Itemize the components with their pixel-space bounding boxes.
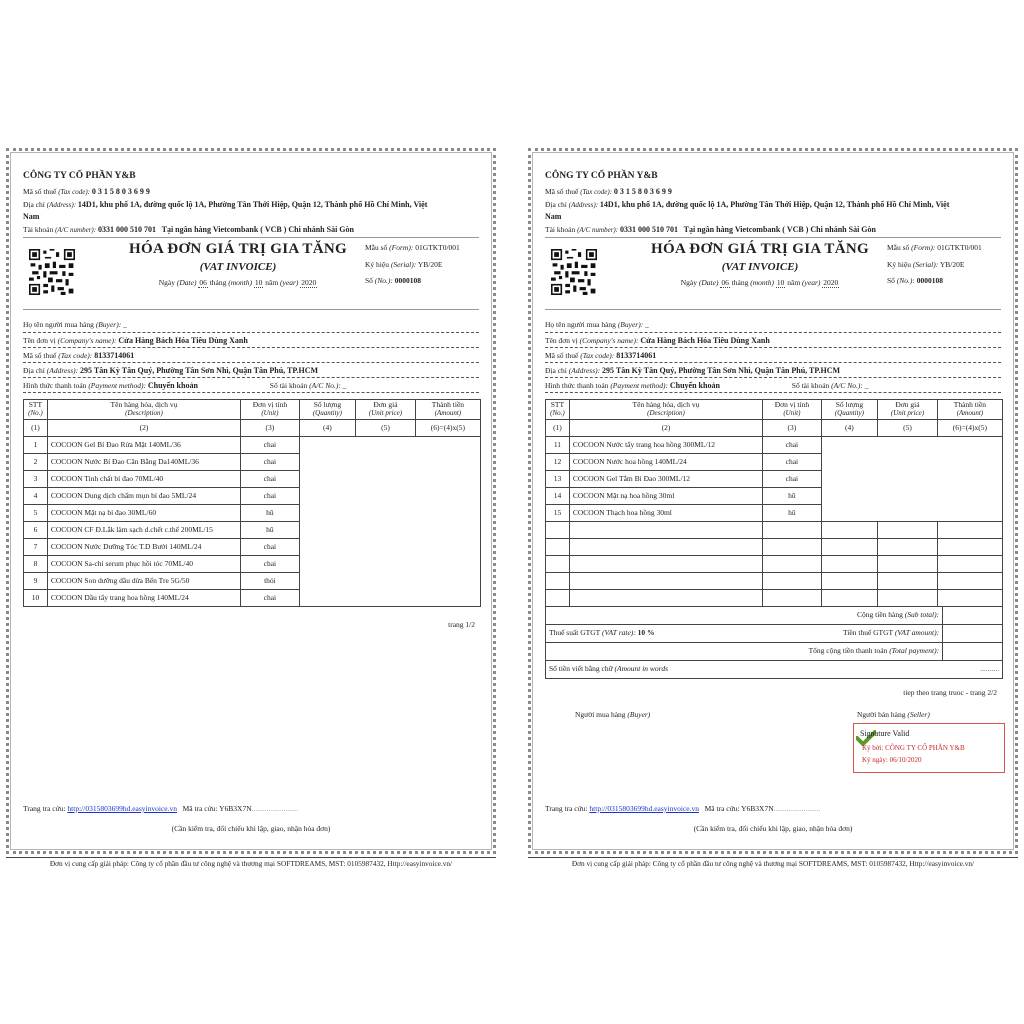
lookup-link[interactable]: http://0315803699hd.easyinvoice.vn (589, 804, 699, 813)
items-table (23, 399, 481, 607)
invoice-page-2: CÔNG TY CỔ PHẦN Y&B Mã số thuế (Tax code): 0 3 1 5 8 0 3 6 9 9 Địa chỉ (Address): 14D1, khu phố 1A, đường quốc lộ 1A, Phường Tân Thới Hiệp, Quận 12, Thành phố Hồ Chí Minh, Việt Nam Tài khoản (A/C number): 0331 000 510 701 Tại ngân hàng Vietcombank ( VCB ) Chi nhánh Sài Gòn HÓA ĐƠN GIÁ TRỊ GIA TĂNG (VAT INVOICE) Ngày (Date) 06 tháng (month) 10 năm (year) 2020 Mẫu số (Form): 01GTKT0/001 Ký hiệu (Serial): YB/20E Số (No.): 0000108 Họ tên người mua hàng (Buyer): _ Tên đơn vị (Company's name): Cửa Hàng Bách Hóa Tiêu Dùng Xanh Mã số thuế (Tax code): 8133714061 Địa chỉ (Address): 295 Tân Kỳ Tân Quý, Phường Tân Sơn Nhì, Quận Tân Phú, TP.HCM Hình thức thanh toán (Payment method): Chuyển khoản Số tài khoản (A/C No.): _ STT (No.) Tên hàng hóa, dịch vụ (Description) Đơn vị tính (Unit) Số lượng (Quantity) Đơn giá (Unit price) Thành tiền (Amount) (1) (2) (3) (4) (5) (6)=(4)x(5) 11 COCOON Nước tẩy trang hoa hồng 300ML/12 chai 12 COCOON Nước hoa hồng 140ML/24 chai 13 COCOON Gel Tắm Bí Đao 300ML/12 chai 14 COCOON Mặt nạ hoa hồng 30ml hũ 15 COCOON Thạch hoa hồng 30ml hũ Cộng tiền hàng (Sub total): Thuế suất GTGT (VAT rate): 10 % Tiền thuế GTGT (VAT amount): Tổng cộng tiền thanh toán (Total payment): Số tiền viết bằng chữ (Amount in words .......... tiep theo trang truoc - trang 2/2 Người mua hàng (Buyer) Người bán hàng (Seller) Signature Valid Ký bởi: CÔNG TY CỔ PHẦN Y&B Ký ngày: 06/10/2020 Trang tra cứu: http://0315803699hd.easyinvoice.vn Mã tra cứu: Y6B3X7N......................... (Cần kiểm tra, đối chiếu khi lập, giao, nhận hóa đơn) (528, 148, 1018, 854)
seller-account: Tài khoản (A/C number): 0331 000 510 701 Tại ngân hàng Vietcombank ( VCB ) Chi nhánh Sài Gòn (23, 225, 354, 234)
total-value (943, 643, 1003, 661)
item-description: COCOON CF Đ.Lắk làm sạch d.chết c.thể 200ML/15 (47, 521, 240, 538)
amount-cells-blank (821, 436, 1002, 521)
signed-date: Ký ngày: 06/10/2020 (862, 756, 922, 764)
provider-note: Đơn vị cung cấp giải pháp: Công ty cổ phần đầu tư công nghệ và thương mại SOFTDREAMS, MST: 0105987432, Http://easyinvoice.vn/ (528, 857, 1018, 868)
vat-amount-value (943, 625, 1003, 643)
item-number: 10 (24, 589, 48, 606)
buyer-name-field: Họ tên người mua hàng (Buyer): _ (23, 321, 479, 333)
buyer-company-field: Tên đơn vị (Company's name): Cửa Hàng Bách Hóa Tiêu Dùng Xanh (23, 336, 479, 348)
buyer-address-field: Địa chỉ (Address): 295 Tân Kỳ Tân Quý, Phường Tân Sơn Nhì, Quận Tân Phú, TP.HCM (23, 366, 479, 378)
divider (23, 237, 479, 238)
item-unit: chai (763, 453, 822, 470)
empty-row (546, 538, 1003, 555)
divider (545, 237, 1001, 238)
item-number: 14 (546, 487, 570, 504)
invoice-date: Ngày (Date) 06 tháng (month) 10 năm (year) 2020 (158, 278, 317, 287)
item-number: 9 (24, 572, 48, 589)
item-description: COCOON Mặt nạ hoa hồng 30ml (569, 487, 762, 504)
seller-address: Địa chỉ (Address): 14D1, khu phố 1A, đường quốc lộ 1A, Phường Tân Thới Hiệp, Quận 12, Thành phố Hồ Chí Minh, Việt (545, 200, 950, 209)
item-number: 6 (24, 521, 48, 538)
invoice-page-1: CÔNG TY CỔ PHẦN Y&B Mã số thuế (Tax code): 0 3 1 5 8 0 3 6 9 9 Địa chỉ (Address): 14D1, khu phố 1A, đường quốc lộ 1A, Phường Tân Thới Hiệp, Quận 12, Thành phố Hồ Chí Minh, Việt Nam Tài khoản (A/C number): 0331 000 510 701 Tại ngân hàng Vietcombank ( VCB ) Chi nhánh Sài Gòn HÓA ĐƠN GIÁ TRỊ GIA TĂNG (VAT INVOICE) Ngày (Date) 06 tháng (month) 10 năm (year) 2020 Mẫu số (Form): 01GTKT0/001 Ký hiệu (Serial): YB/20E Số (No.): 0000108 Họ tên người mua hàng (Buyer): _ Tên đơn vị (Company's name): Cửa Hàng Bách Hóa Tiêu Dùng Xanh Mã số thuế (Tax code): 8133714061 Địa chỉ (Address): 295 Tân Kỳ Tân Quý, Phường Tân Sơn Nhì, Quận Tân Phú, TP.HCM Hình thức thanh toán (Payment method): Chuyển khoản Số tài khoản (A/C No.): _ STT (No.) Tên hàng hóa, dịch vụ (Description) Đơn vị tính (Unit) Số lượng (Quantity) Đơn giá (Unit price) Thành tiền (Amount) (1) (2) (3) (4) (5) (6)=(4)x(5) 1 COCOON Gel Bí Đao Rửa Mặt 140ML/36 chai 2 COCOON Nước Bí Đao Cân Bằng Da140ML/36 chai 3 COCOON Tinh chất bí đao 70ML/40 chai 4 COCOON Dung dịch chấm mụn bí đao 5ML/24 chai 5 COCOON Mặt nạ bí đao 30ML/60 hũ 6 COCOON CF Đ.Lắk làm sạch d.chết c.thể 200ML/15 hũ 7 COCOON Nước Dưỡng Tóc T.D Bưởi 140ML/24 chai 8 COCOON Sa-chi serum phục hồi tóc 70ML/40 chai 9 COCOON Son dưỡng dầu dừa Bến Tre 5G/50 thỏi 10 COCOON Dầu tẩy trang hoa hồng 140ML/24 chai trang 1/2 Trang tra cứu: http://0315803699hd.easyinvoice.vn Mã tra cứu: Y6B3X7N......................... (Cần kiểm tra, đối chiếu khi lập, giao, nhận hóa đơn) (6, 148, 496, 854)
seller-account: Tài khoản (A/C number): 0331 000 510 701 Tại ngân hàng Vietcombank ( VCB ) Chi nhánh Sài Gòn (545, 225, 876, 234)
item-unit: chai (763, 470, 822, 487)
item-number: 4 (24, 487, 48, 504)
signature-status: Signature Valid (860, 729, 910, 738)
item-unit: chai (241, 589, 300, 606)
item-number: 5 (24, 504, 48, 521)
item-description: COCOON Gel Tắm Bí Đao 300ML/12 (569, 470, 762, 487)
verify-note: (Cần kiểm tra, đối chiếu khi lập, giao, nhận hóa đơn) (171, 824, 331, 833)
item-number: 11 (546, 436, 570, 453)
buyer-tax-field: Mã số thuế (Tax code): 8133714061 (23, 351, 479, 363)
lookup-code: Y6B3X7N (219, 804, 252, 813)
item-unit: chai (241, 555, 300, 572)
invoice-number: Số (No.): 0000108 (365, 276, 422, 285)
invoice-form: Mẫu số (Form): 01GTKT0/001 (887, 243, 982, 252)
invoice-form: Mẫu số (Form): 01GTKT0/001 (365, 243, 460, 252)
lookup-line: Trang tra cứu: http://0315803699hd.easyinvoice.vn Mã tra cứu: Y6B3X7N......................... (545, 804, 821, 813)
seller-signature-label: Người bán hàng (Seller) (857, 710, 930, 719)
buyer-company-field: Tên đơn vị (Company's name): Cửa Hàng Bách Hóa Tiêu Dùng Xanh (545, 336, 1001, 348)
payment-method-field: Hình thức thanh toán (Payment method): Chuyển khoản Số tài khoản (A/C No.): _ (23, 381, 479, 393)
lookup-link[interactable]: http://0315803699hd.easyinvoice.vn (67, 804, 177, 813)
item-number: 12 (546, 453, 570, 470)
buyer-signature-label: Người mua hàng (Buyer) (575, 710, 651, 719)
lookup-line: Trang tra cứu: http://0315803699hd.easyinvoice.vn Mã tra cứu: Y6B3X7N......................... (23, 804, 299, 813)
item-unit: hũ (763, 504, 822, 521)
item-unit: chai (763, 436, 822, 453)
buyer-tax-field: Mã số thuế (Tax code): 8133714061 (545, 351, 1001, 363)
verify-note: (Cần kiểm tra, đối chiếu khi lập, giao, nhận hóa đơn) (693, 824, 853, 833)
lookup-code: Y6B3X7N (741, 804, 774, 813)
item-description: COCOON Gel Bí Đao Rửa Mặt 140ML/36 (47, 436, 240, 453)
item-unit: thỏi (241, 572, 300, 589)
seller-company-name: CÔNG TY CỔ PHẦN Y&B (545, 171, 658, 181)
item-description: COCOON Tinh chất bí đao 70ML/40 (47, 470, 240, 487)
page-number: trang 1/2 (448, 620, 475, 629)
buyer-address-field: Địa chỉ (Address): 295 Tân Kỳ Tân Quý, Phường Tân Sơn Nhì, Quận Tân Phú, TP.HCM (545, 366, 1001, 378)
table-index-row: (1) (2) (3) (4) (5) (6)=(4)x(5) (546, 419, 1003, 436)
page-number: tiep theo trang truoc - trang 2/2 (903, 688, 997, 697)
divider (23, 309, 479, 310)
signed-by: Ký bởi: CÔNG TY CỔ PHẦN Y&B (862, 744, 965, 752)
item-unit: chai (241, 487, 300, 504)
empty-row (546, 589, 1003, 606)
invoice-subtitle: (VAT INVOICE) (199, 261, 277, 273)
vat-row: Thuế suất GTGT (VAT rate): 10 % Tiền thuế GTGT (VAT amount): (546, 625, 1003, 643)
digital-signature-box (853, 723, 1005, 773)
item-unit: hũ (241, 504, 300, 521)
table-row (24, 436, 481, 453)
item-unit: chai (241, 470, 300, 487)
invoice-number: Số (No.): 0000108 (887, 276, 944, 285)
item-description: COCOON Sa-chi serum phục hồi tóc 70ML/40 (47, 555, 240, 572)
provider-note: Đơn vị cung cấp giải pháp: Công ty cổ phần đầu tư công nghệ và thương mại SOFTDREAMS, MST: 0105987432, Http://easyinvoice.vn/ (6, 857, 496, 868)
item-description: COCOON Nước hoa hồng 140ML/24 (569, 453, 762, 470)
invoice-date: Ngày (Date) 06 tháng (month) 10 năm (year) 2020 (680, 278, 839, 287)
item-number: 8 (24, 555, 48, 572)
item-unit: hũ (763, 487, 822, 504)
divider (545, 309, 1001, 310)
total-row: Tổng cộng tiền thanh toán (Total payment): (546, 643, 1003, 661)
item-description: COCOON Son dưỡng dầu dừa Bến Tre 5G/50 (47, 572, 240, 589)
item-unit: chai (241, 453, 300, 470)
empty-row (546, 572, 1003, 589)
item-description: COCOON Nước Dưỡng Tóc T.D Bưởi 140ML/24 (47, 538, 240, 555)
item-description: COCOON Dung dịch chấm mụn bí đao 5ML/24 (47, 487, 240, 504)
amount-cells-blank (299, 436, 480, 606)
item-number: 3 (24, 470, 48, 487)
invoice-serial: Ký hiệu (Serial): YB/20E (365, 260, 443, 269)
item-unit: chai (241, 436, 300, 453)
subtotal-value (943, 607, 1003, 625)
item-number: 13 (546, 470, 570, 487)
table-index-row: (1) (2) (3) (4) (5) (6)=(4)x(5) (24, 419, 481, 436)
item-number: 7 (24, 538, 48, 555)
table-header-row: STT (No.) Tên hàng hóa, dịch vụ (Description) Đơn vị tính (Unit) Số lượng (Quantity) Đơn giá (Unit price) Thành tiền (Amount) (546, 400, 1003, 420)
item-description: COCOON Nước Bí Đao Cân Bằng Da140ML/36 (47, 453, 240, 470)
item-description: COCOON Thạch hoa hồng 30ml (569, 504, 762, 521)
item-number: 2 (24, 453, 48, 470)
item-number: 1 (24, 436, 48, 453)
qr-code (29, 243, 75, 301)
qr-code (551, 243, 597, 301)
buyer-name-field: Họ tên người mua hàng (Buyer): _ (545, 321, 1001, 333)
item-unit: chai (241, 538, 300, 555)
seller-company-name: CÔNG TY CỔ PHẦN Y&B (23, 171, 136, 181)
invoice-subtitle: (VAT INVOICE) (721, 261, 799, 273)
amount-words-row: Số tiền viết bằng chữ (Amount in words .......... (546, 661, 1003, 679)
vat-rate: 10 % (637, 628, 655, 638)
empty-row (546, 521, 1003, 538)
seller-tax-code: Mã số thuế (Tax code): 0 3 1 5 8 0 3 6 9 9 (545, 187, 672, 196)
items-table (545, 399, 1003, 607)
item-unit: hũ (241, 521, 300, 538)
invoice-serial: Ký hiệu (Serial): YB/20E (887, 260, 965, 269)
totals-table (545, 606, 1003, 679)
subtotal-row: Cộng tiền hàng (Sub total): (546, 607, 1003, 625)
invoice-title: HÓA ĐƠN GIÁ TRỊ GIA TĂNG (651, 241, 869, 257)
table-header-row: STT (No.) Tên hàng hóa, dịch vụ (Description) Đơn vị tính (Unit) Số lượng (Quantity) Đơn giá (Unit price) Thành tiền (Amount) (24, 400, 481, 420)
item-number: 15 (546, 504, 570, 521)
empty-row (546, 555, 1003, 572)
item-description: COCOON Mặt nạ bí đao 30ML/60 (47, 504, 240, 521)
seller-tax-code: Mã số thuế (Tax code): 0 3 1 5 8 0 3 6 9 9 (23, 187, 150, 196)
item-description: COCOON Nước tẩy trang hoa hồng 300ML/12 (569, 436, 762, 453)
table-row (546, 436, 1003, 453)
invoice-title: HÓA ĐƠN GIÁ TRỊ GIA TĂNG (129, 241, 347, 257)
item-description: COCOON Dầu tẩy trang hoa hồng 140ML/24 (47, 589, 240, 606)
seller-address: Địa chỉ (Address): 14D1, khu phố 1A, đường quốc lộ 1A, Phường Tân Thới Hiệp, Quận 12, Thành phố Hồ Chí Minh, Việt (23, 200, 428, 209)
payment-method-field: Hình thức thanh toán (Payment method): Chuyển khoản Số tài khoản (A/C No.): _ (545, 381, 1001, 393)
